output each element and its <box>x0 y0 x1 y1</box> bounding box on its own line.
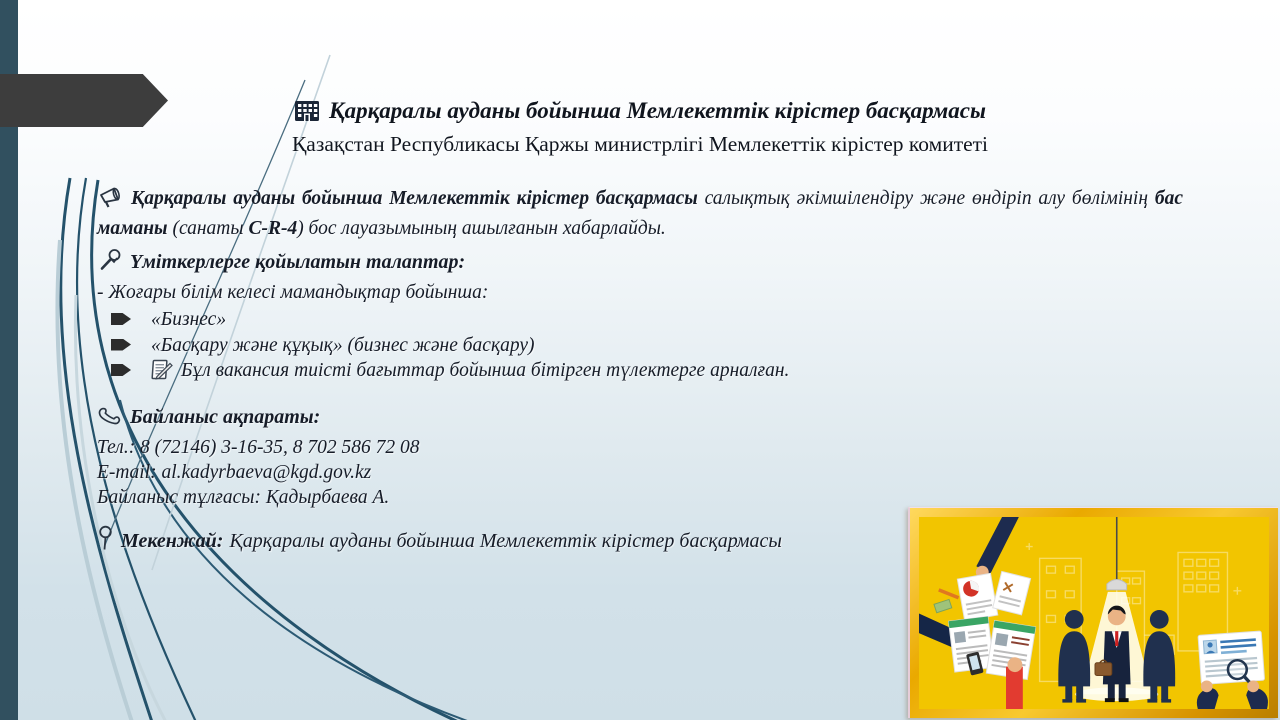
requirement-text: «Басқару және құқық» (бизнес және басқару) <box>151 334 535 356</box>
title-text: Қарқаралы ауданы бойынша Мемлекеттік кірістер басқармасы <box>329 98 986 123</box>
requirement-text: Бұл вакансия тиісті бағыттар бойынша бітірген түлектерге арналған. <box>181 360 790 381</box>
recruitment-illustration <box>919 517 1269 709</box>
contacts-block <box>97 404 1183 510</box>
list-item <box>97 333 1183 359</box>
address-label: Мекенжай: <box>121 529 224 552</box>
requirements-intro: - Жоғары білім келесі мамандықтар бойынша: <box>97 282 489 303</box>
pushpin-icon <box>97 248 123 280</box>
phone-receiver-icon <box>97 404 123 435</box>
announcement-seg5: ) бос лауазымының ашылғанын хабарлайды. <box>297 218 666 239</box>
contact-person: Байланыс тұлғасы: Қадырбаева А. <box>97 486 390 508</box>
recruitment-illustration-frame <box>908 507 1278 718</box>
list-item <box>97 307 1183 333</box>
memo-icon <box>151 359 174 388</box>
location-pin-icon <box>97 525 114 558</box>
announcement-paragraph <box>97 186 1183 242</box>
contact-phone: Тел.: 8 (72146) 3-16-35, 8 702 586 72 08 <box>97 436 420 458</box>
list-item <box>97 358 1183 388</box>
megaphone-icon <box>97 186 124 216</box>
announcement-seg2: бас маманы <box>97 188 1183 239</box>
announcement-seg3: (санаты <box>167 218 249 239</box>
arrow-bullet-icon <box>111 339 131 351</box>
title-block <box>0 98 1280 157</box>
address-value: Қарқаралы ауданы бойынша Мемлекеттік кірістер басқармасы <box>229 529 782 552</box>
requirements-heading <box>97 248 1183 280</box>
arrow-bullet-icon <box>111 364 131 376</box>
contacts-heading-text: Байланыс ақпараты: <box>130 405 321 428</box>
contact-email: E-mail: al.kadyrbaeva@kgd.gov.kz <box>97 461 372 483</box>
contacts-heading <box>97 404 1183 435</box>
requirement-text: «Бизнес» <box>151 309 227 330</box>
announcement-seg1: салықтық әкімшілендіру және өндіріп алу бөлімінің <box>697 188 1155 209</box>
announcement-seg4: C-R-4 <box>248 218 298 239</box>
arrow-bullet-icon <box>111 313 131 325</box>
requirements-list <box>97 307 1183 388</box>
page-title <box>0 98 1280 129</box>
building-icon <box>294 99 320 129</box>
announcement-lead: Қарқаралы ауданы бойынша Мемлекеттік кірістер басқармасы <box>131 188 698 209</box>
requirements-heading-text: Үміткерлерге қойылатын талаптар: <box>130 251 466 273</box>
subtitle-text: Қазақстан Республикасы Қаржы министрлігі Мемлекеттік кірістер комитеті <box>291 132 989 156</box>
